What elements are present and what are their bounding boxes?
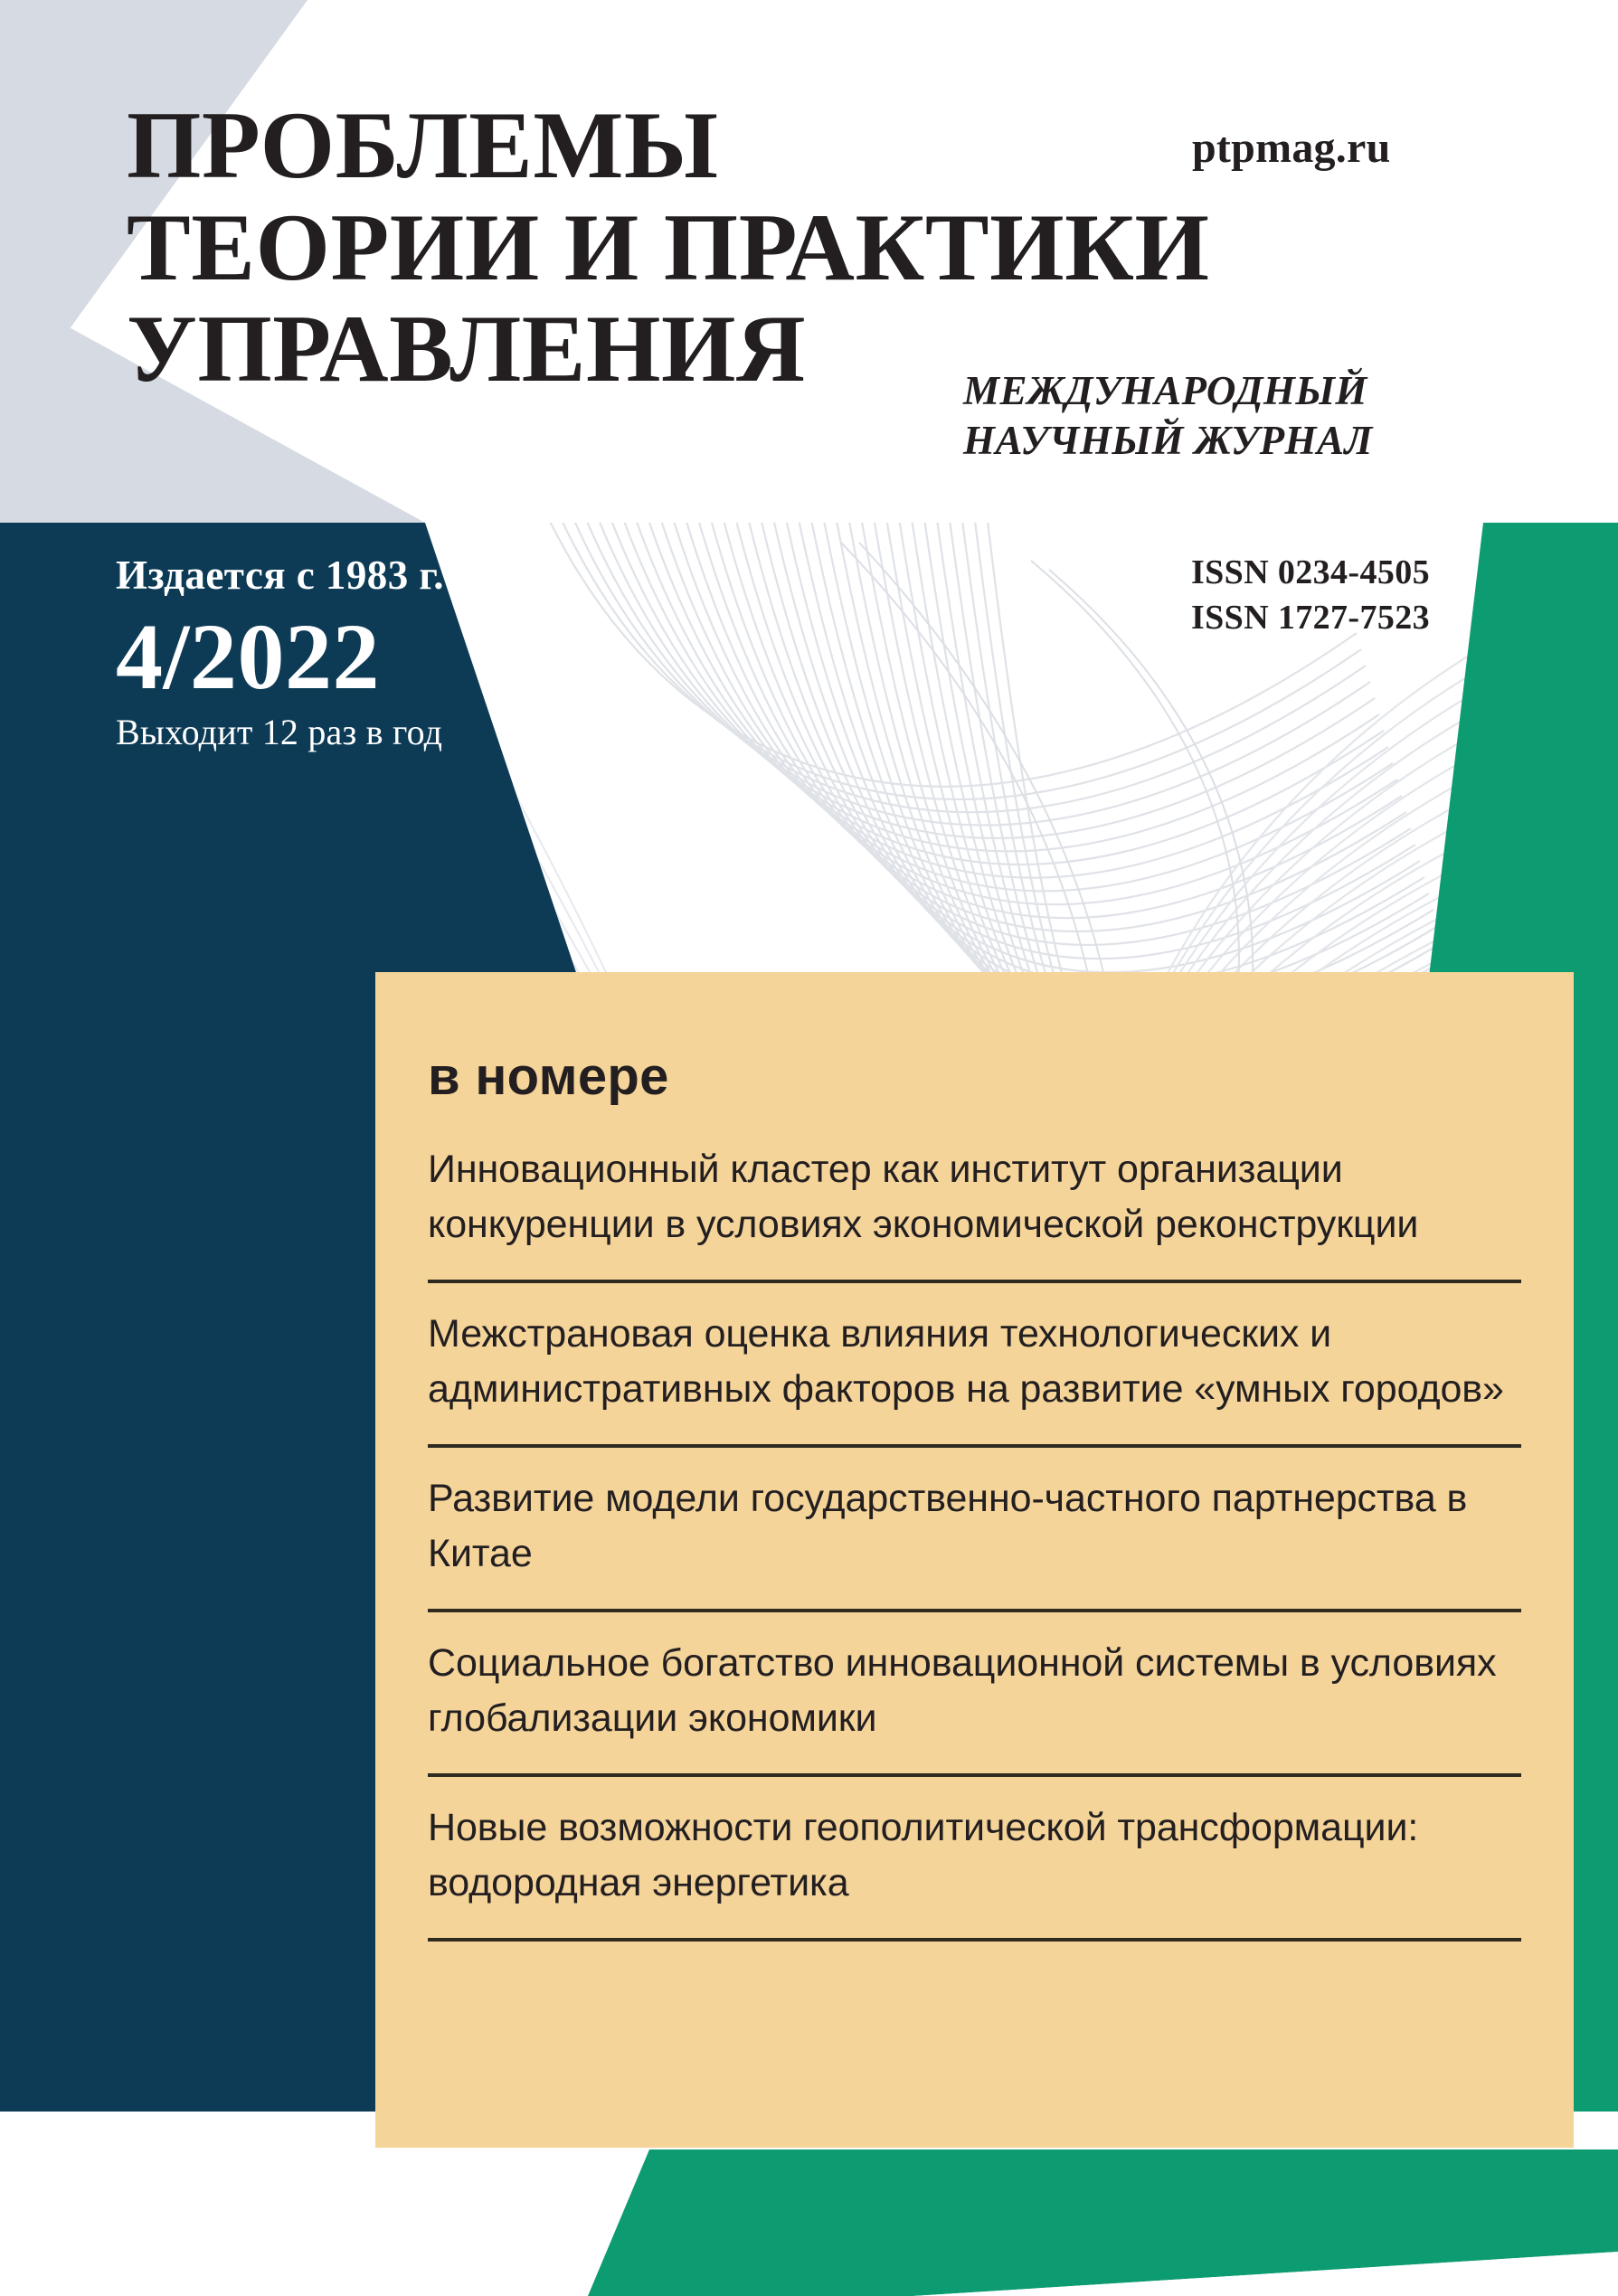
issue-frequency: Выходит 12 раз в год [116, 712, 443, 753]
issue-number: 4/2022 [116, 605, 381, 709]
contents-list [428, 1142, 1521, 1942]
subtitle-line-1: МЕЖДУНАРОДНЫЙ [963, 368, 1367, 413]
issn-info [1191, 550, 1430, 640]
contents-panel [375, 972, 1574, 2148]
title-line-1: ПРОБЛЕМЫ [127, 92, 719, 198]
website-url[interactable]: ptpmag.ru [1192, 124, 1391, 172]
title-line-2: ТЕОРИИ И ПРАКТИКИ [127, 194, 1210, 300]
issn-print: ISSN 0234-4505 [1191, 553, 1430, 591]
magazine-subtitle [963, 366, 1373, 466]
contents-item[interactable]: Новые возможности геополитической трансформации: водородная энергетика [428, 1773, 1521, 1938]
published-since: Издается с 1983 г. [116, 553, 444, 598]
contents-item[interactable]: Социальное богатство инновационной системы в условиях глобализации экономики [428, 1609, 1521, 1773]
contents-heading: в номере [428, 1047, 669, 1106]
issn-online: ISSN 1727-7523 [1191, 599, 1430, 638]
masthead [127, 92, 1320, 402]
title-line-3: УПРАВЛЕНИЯ [127, 296, 807, 402]
contents-item[interactable]: Межстрановая оценка влияния технологических и административных факторов на развитие «умных городов» [428, 1280, 1521, 1444]
contents-bottom-rule [428, 1938, 1521, 1942]
contents-item[interactable]: Развитие модели государственно-частного партнерства в Китае [428, 1444, 1521, 1609]
contents-item[interactable]: Инновационный кластер как институт организации конкуренции в условиях экономической реконструкции [428, 1148, 1419, 1247]
issue-info [116, 552, 444, 753]
subtitle-line-2: НАУЧНЫЙ ЖУРНАЛ [963, 417, 1373, 463]
